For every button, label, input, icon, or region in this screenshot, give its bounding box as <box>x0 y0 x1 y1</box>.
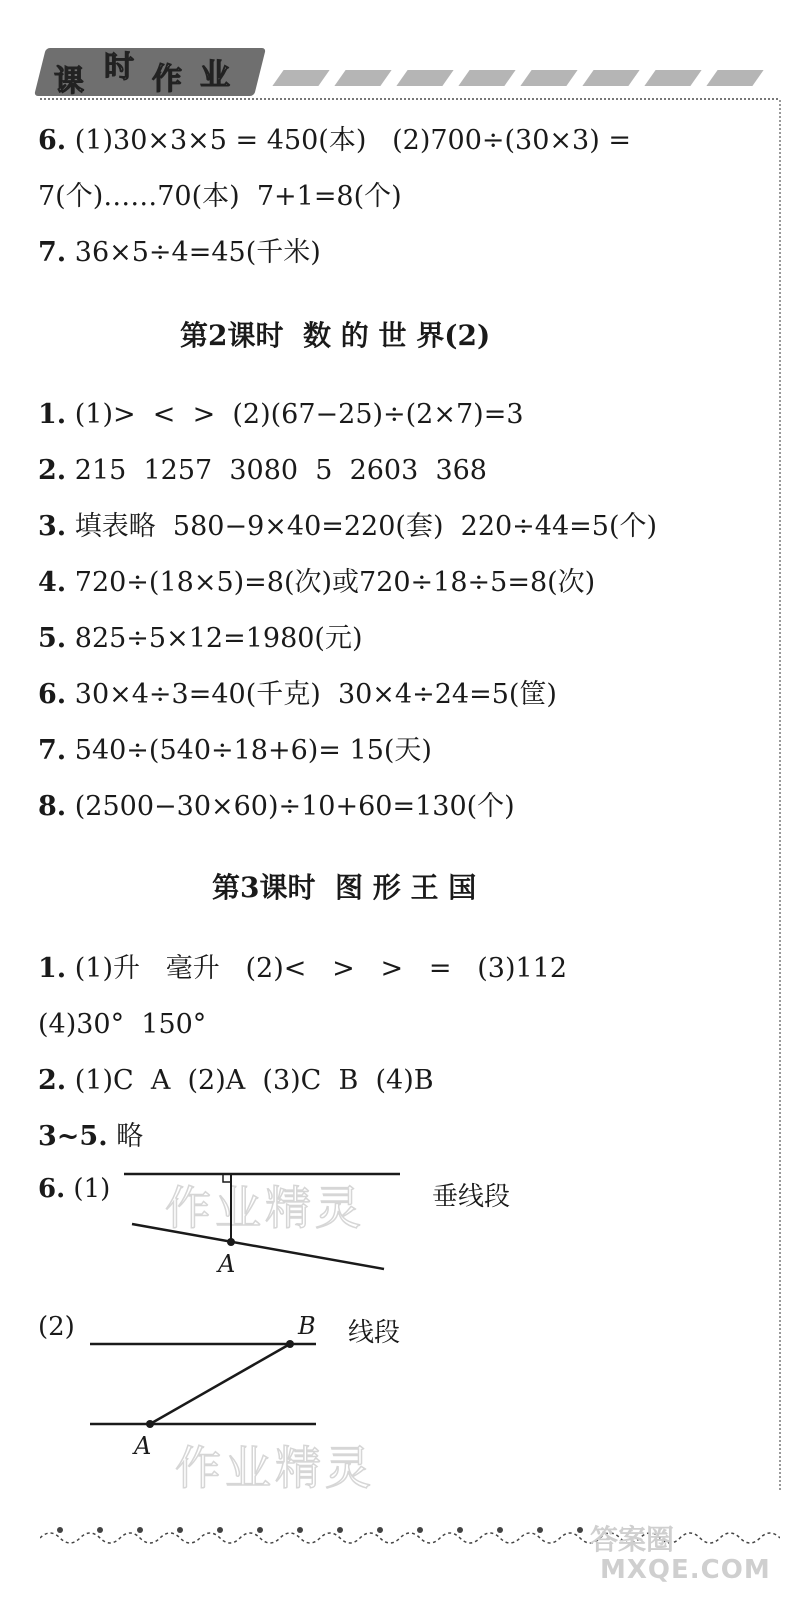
brand-url: MXQE.COM <box>600 1555 771 1585</box>
brand-logo-text: 答案圈 <box>590 1523 675 1556</box>
answer-line: 8. (2500−30×60)÷10+60=130(个) <box>38 791 515 822</box>
answer-line: 7(个)……70(本) 7+1=8(个) <box>38 181 402 212</box>
banner-char-4: 业 <box>200 58 230 93</box>
point-a <box>227 1238 235 1246</box>
answer-line: 4. 720÷(18×5)=8(次)或720÷18÷5=8(次) <box>38 567 596 598</box>
figure-2-diagram <box>0 1320 787 1450</box>
answer-line: 6. (1)30×3×5 = 450(本) (2)700÷(30×3) = <box>38 125 631 156</box>
watermark: 作业精灵 <box>175 1441 375 1495</box>
figure-2-caption: 线段 <box>348 1318 401 1348</box>
watermark: 作业精灵 <box>165 1181 365 1235</box>
header-stripes <box>268 70 778 92</box>
figure-2-point-b: B <box>298 1312 316 1340</box>
answer-line: 6. 30×4÷3=40(千克) 30×4÷24=5(筐) <box>38 679 557 710</box>
answer-line: 1. (1)升 毫升 (2)< > > = (3)112 <box>38 953 568 984</box>
banner-char-2: 时 <box>104 50 134 85</box>
section-heading-3: 第3课时 图 形 王 国 <box>212 871 477 904</box>
figure-1-point-a: A <box>218 1250 236 1278</box>
banner-char-1: 课 <box>54 64 84 99</box>
figure-2-label: (2) <box>38 1312 75 1342</box>
answer-line: 3. 填表略 580−9×40=220(套) 220÷44=5(个) <box>38 511 658 542</box>
answer-line: 2. 215 1257 3080 5 2603 368 <box>38 455 487 486</box>
slanted-line <box>132 1224 384 1269</box>
figure-1-label: 6. (1) <box>38 1174 111 1204</box>
answer-line: 7. 540÷(540÷18+6)= 15(天) <box>38 735 432 766</box>
section-heading-2: 第2课时 数 的 世 界(2) <box>180 319 491 352</box>
point-b <box>286 1340 294 1348</box>
answer-line: 7. 36×5÷4=45(千米) <box>38 237 321 268</box>
answer-line: 3~5. 略 <box>38 1121 144 1152</box>
answer-line: (4)30° 150° <box>38 1009 207 1040</box>
banner-char-3: 作 <box>152 62 182 97</box>
answer-line: 2. (1)C A (2)A (3)C B (4)B <box>38 1065 434 1096</box>
answer-line: 5. 825÷5×12=1980(元) <box>38 623 363 654</box>
figure-1-caption: 垂线段 <box>432 1182 511 1212</box>
figure-2-point-a: A <box>134 1432 152 1460</box>
answer-line: 1. (1)> < > (2)(67−25)÷(2×7)=3 <box>38 399 524 430</box>
header-banner <box>40 38 265 98</box>
point-a <box>146 1420 154 1428</box>
header-divider <box>40 98 778 100</box>
figure-1-diagram <box>0 1160 787 1290</box>
segment-ab <box>150 1344 290 1424</box>
